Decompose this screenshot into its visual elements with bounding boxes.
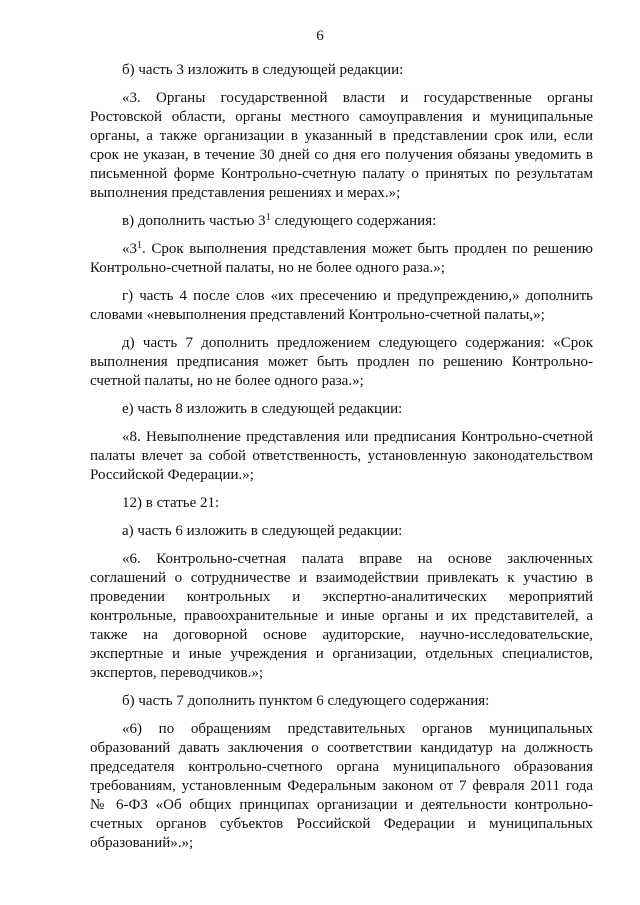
superscript: 1 bbox=[265, 212, 271, 223]
page-number: 6 bbox=[316, 28, 324, 44]
paragraph-article-21-header: 12) в статье 21: bbox=[122, 495, 220, 511]
paragraph-text-pre: в) дополнить частью 3 bbox=[122, 213, 266, 229]
paragraph-amend-part-8-header: е) часть 8 изложить в следующей редакции: bbox=[122, 401, 403, 417]
paragraph-item-6-text: «6) по обращениям представительных органов муниципальных образований давать заключения о соответствии кандидатур на должность председателя контрольно-счетного органа муниципального образования требованиям, установленным Федеральным законом от 7 февраля 2011 года № 6-ФЗ «Об общих принципах организации и деятельности контрольно-счетных органов субъектов Российской Федерации и муниципальных образований».»; bbox=[90, 721, 593, 851]
paragraph-add-part-3-1 bbox=[90, 212, 593, 231]
paragraph-amend-part-3-header: б) часть 3 изложить в следующей редакции: bbox=[122, 62, 404, 78]
paragraph-text-pre: «3 bbox=[122, 241, 137, 257]
paragraph-text-post: следующего содержания: bbox=[270, 213, 437, 229]
paragraph-part-3-text: «3. Органы государственной власти и государственные органы Ростовской области, органы местного самоуправления и муниципальные органы, а также организации в указанный в представлении срок или, если срок не указан, в течение 30 дней со дня его получения обязаны уведомить в письменной форме Контрольно-счетную палату о принятых по результатам выполнения представления решениях и мерах.»; bbox=[90, 90, 593, 201]
paragraph-amend-part-4: г) часть 4 после слов «их пресечению и предупреждению,» дополнить словами «невыполнения представлений Контрольно-счетной палаты,»; bbox=[90, 288, 593, 323]
paragraph-text-post: . Срок выполнения представления может быть продлен по решению Контрольно-счетной палаты, но не более одного раза.»; bbox=[90, 241, 593, 276]
paragraph-amend-part-7-item-6: б) часть 7 дополнить пунктом 6 следующего содержания: bbox=[122, 693, 490, 709]
paragraph-part-8-text: «8. Невыполнение представления или предписания Контрольно-счетной палаты влечет за собой ответственность, установленную законодательством Российской Федерации.»; bbox=[90, 429, 593, 483]
paragraph-part-3-1-text bbox=[90, 240, 593, 278]
superscript: 1 bbox=[137, 240, 142, 251]
paragraph-amend-part-6-header: а) часть 6 изложить в следующей редакции: bbox=[122, 523, 403, 539]
paragraph-part-6-text: «6. Контрольно-счетная палата вправе на основе заключенных соглашений о сотрудничестве и взаимодействии привлекать к участию в проведении контрольных и экспертно-аналитических мероприятий контрольные, правоохранительные и иные органы и их представителей, а также на договорной основе аудиторские, научно-исследовательские, экспертные и иные учреждения и организации, отдельных специалистов, экспертов, переводчиков.»; bbox=[90, 551, 593, 681]
document-body bbox=[90, 61, 593, 862]
paragraph-amend-part-7: д) часть 7 дополнить предложением следующего содержания: «Срок выполнения предписания может быть продлен по решению Контрольно-счетной палаты, но не более одного раза.»; bbox=[90, 335, 593, 389]
